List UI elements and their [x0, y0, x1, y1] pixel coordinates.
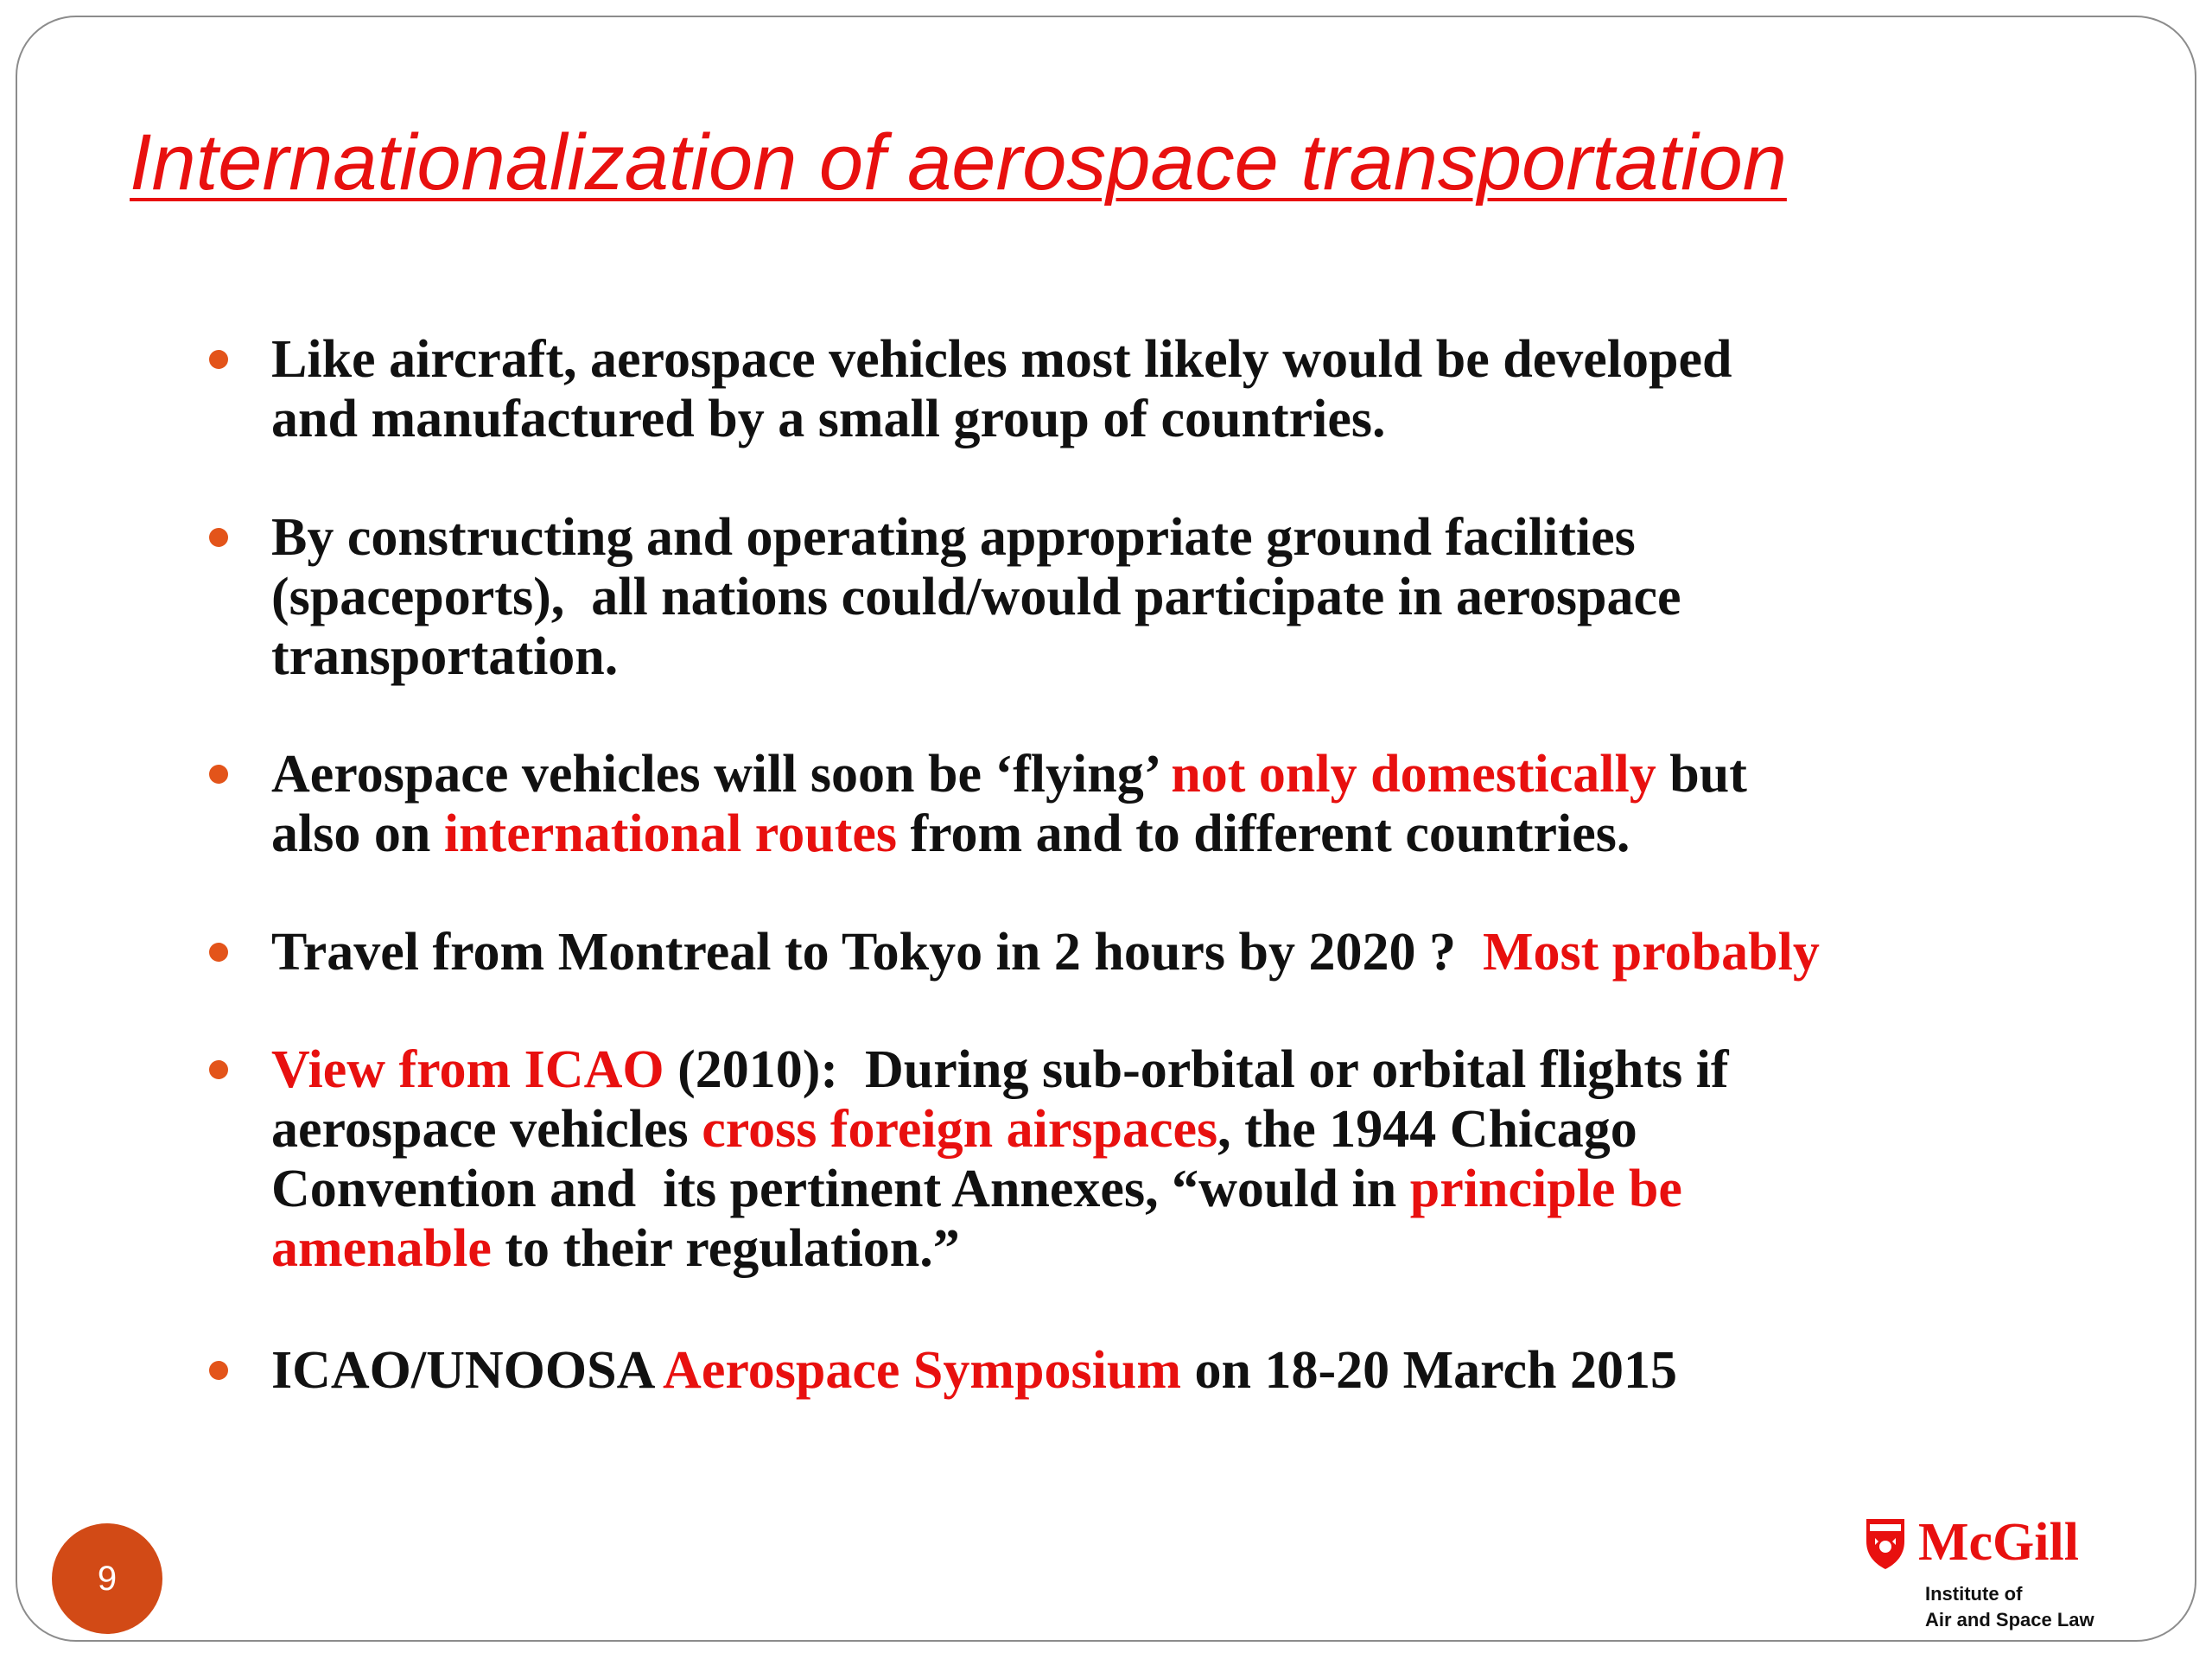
bullet-line [271, 1160, 2086, 1219]
highlight-text: Aerospace Symposium [663, 1341, 1181, 1400]
bullet-dot-icon [209, 1060, 228, 1079]
bullet-line [271, 745, 2086, 804]
bullet-text: , the 1944 Chicago [1217, 1100, 1637, 1159]
bullet-line [271, 330, 2086, 390]
highlight-text: Most probably [1482, 923, 1820, 982]
bullet-text: aerospace vehicles [271, 1100, 702, 1159]
bullet-dot-icon [209, 350, 228, 369]
bullet-text: (spaceports), all nations could/would participate in aerospace [271, 568, 1681, 626]
bullet-text: (2010): During sub-orbital or orbital flights if [664, 1040, 1729, 1099]
bullet-line [271, 1100, 2086, 1160]
bullet-text: Aerospace vehicles will soon be ‘flying’ [271, 745, 1172, 804]
bullet-line [271, 923, 2086, 982]
bullet-item [271, 330, 2086, 449]
highlight-text: cross foreign airspaces [702, 1100, 1218, 1159]
slide-frame [16, 16, 2196, 1642]
bullet-text: Convention and its pertinent Annexes, “would in [271, 1160, 1410, 1218]
highlight-text: not only domestically [1171, 745, 1656, 804]
bullet-text: transportation. [271, 627, 619, 686]
logo-subtitle [1925, 1581, 2094, 1633]
bullet-item [271, 745, 2086, 864]
bullet-line [271, 1219, 2086, 1279]
logo-name: McGill [1918, 1513, 2079, 1572]
bullet-line [271, 508, 2086, 568]
page-number-badge: 9 [52, 1523, 162, 1634]
mcgill-logo [1858, 1512, 2117, 1642]
bullet-dot-icon [209, 765, 228, 784]
bullet-dot-icon [209, 1361, 228, 1380]
bullet-line [271, 568, 2086, 627]
slide-title: Internationalization of aerospace transportation [130, 118, 1787, 207]
bullet-item [271, 1341, 2086, 1401]
highlight-text: amenable [271, 1219, 492, 1278]
highlight-text: international routes [443, 804, 897, 863]
bullet-text: to their regulation.” [491, 1219, 960, 1278]
bullet-line [271, 627, 2086, 687]
logo-subtitle-line1: Institute of [1925, 1583, 2023, 1605]
bullet-line [271, 390, 2086, 449]
bullet-text: Like aircraft, aerospace vehicles most likely would be developed [271, 330, 1732, 389]
bullet-text: ICAO/UNOOSA [271, 1341, 664, 1400]
shield-icon [1863, 1516, 1908, 1571]
bullet-dot-icon [209, 943, 228, 962]
bullet-item [271, 923, 2086, 982]
bullet-text: but [1656, 745, 1747, 804]
bullet-item [271, 1040, 2086, 1279]
bullet-item [271, 508, 2086, 687]
bullet-line [271, 804, 2086, 864]
logo-subtitle-line2: Air and Space Law [1925, 1609, 2094, 1630]
bullet-line [271, 1341, 2086, 1401]
bullet-list [17, 17, 2195, 1640]
bullet-text: and manufactured by a small group of countries. [271, 390, 1386, 448]
highlight-text: View from ICAO [271, 1040, 664, 1099]
bullet-text: By constructing and operating appropriate ground facilities [271, 508, 1636, 567]
bullet-text: from and to different countries. [896, 804, 1630, 863]
bullet-text: on 18-20 March 2015 [1180, 1341, 1678, 1400]
bullet-line [271, 1040, 2086, 1100]
bullet-text: also on [271, 804, 444, 863]
bullet-text: Travel from Montreal to Tokyo in 2 hours by 2020 ? [271, 923, 1483, 982]
bullet-dot-icon [209, 528, 228, 547]
highlight-text: principle be [1409, 1160, 1682, 1218]
